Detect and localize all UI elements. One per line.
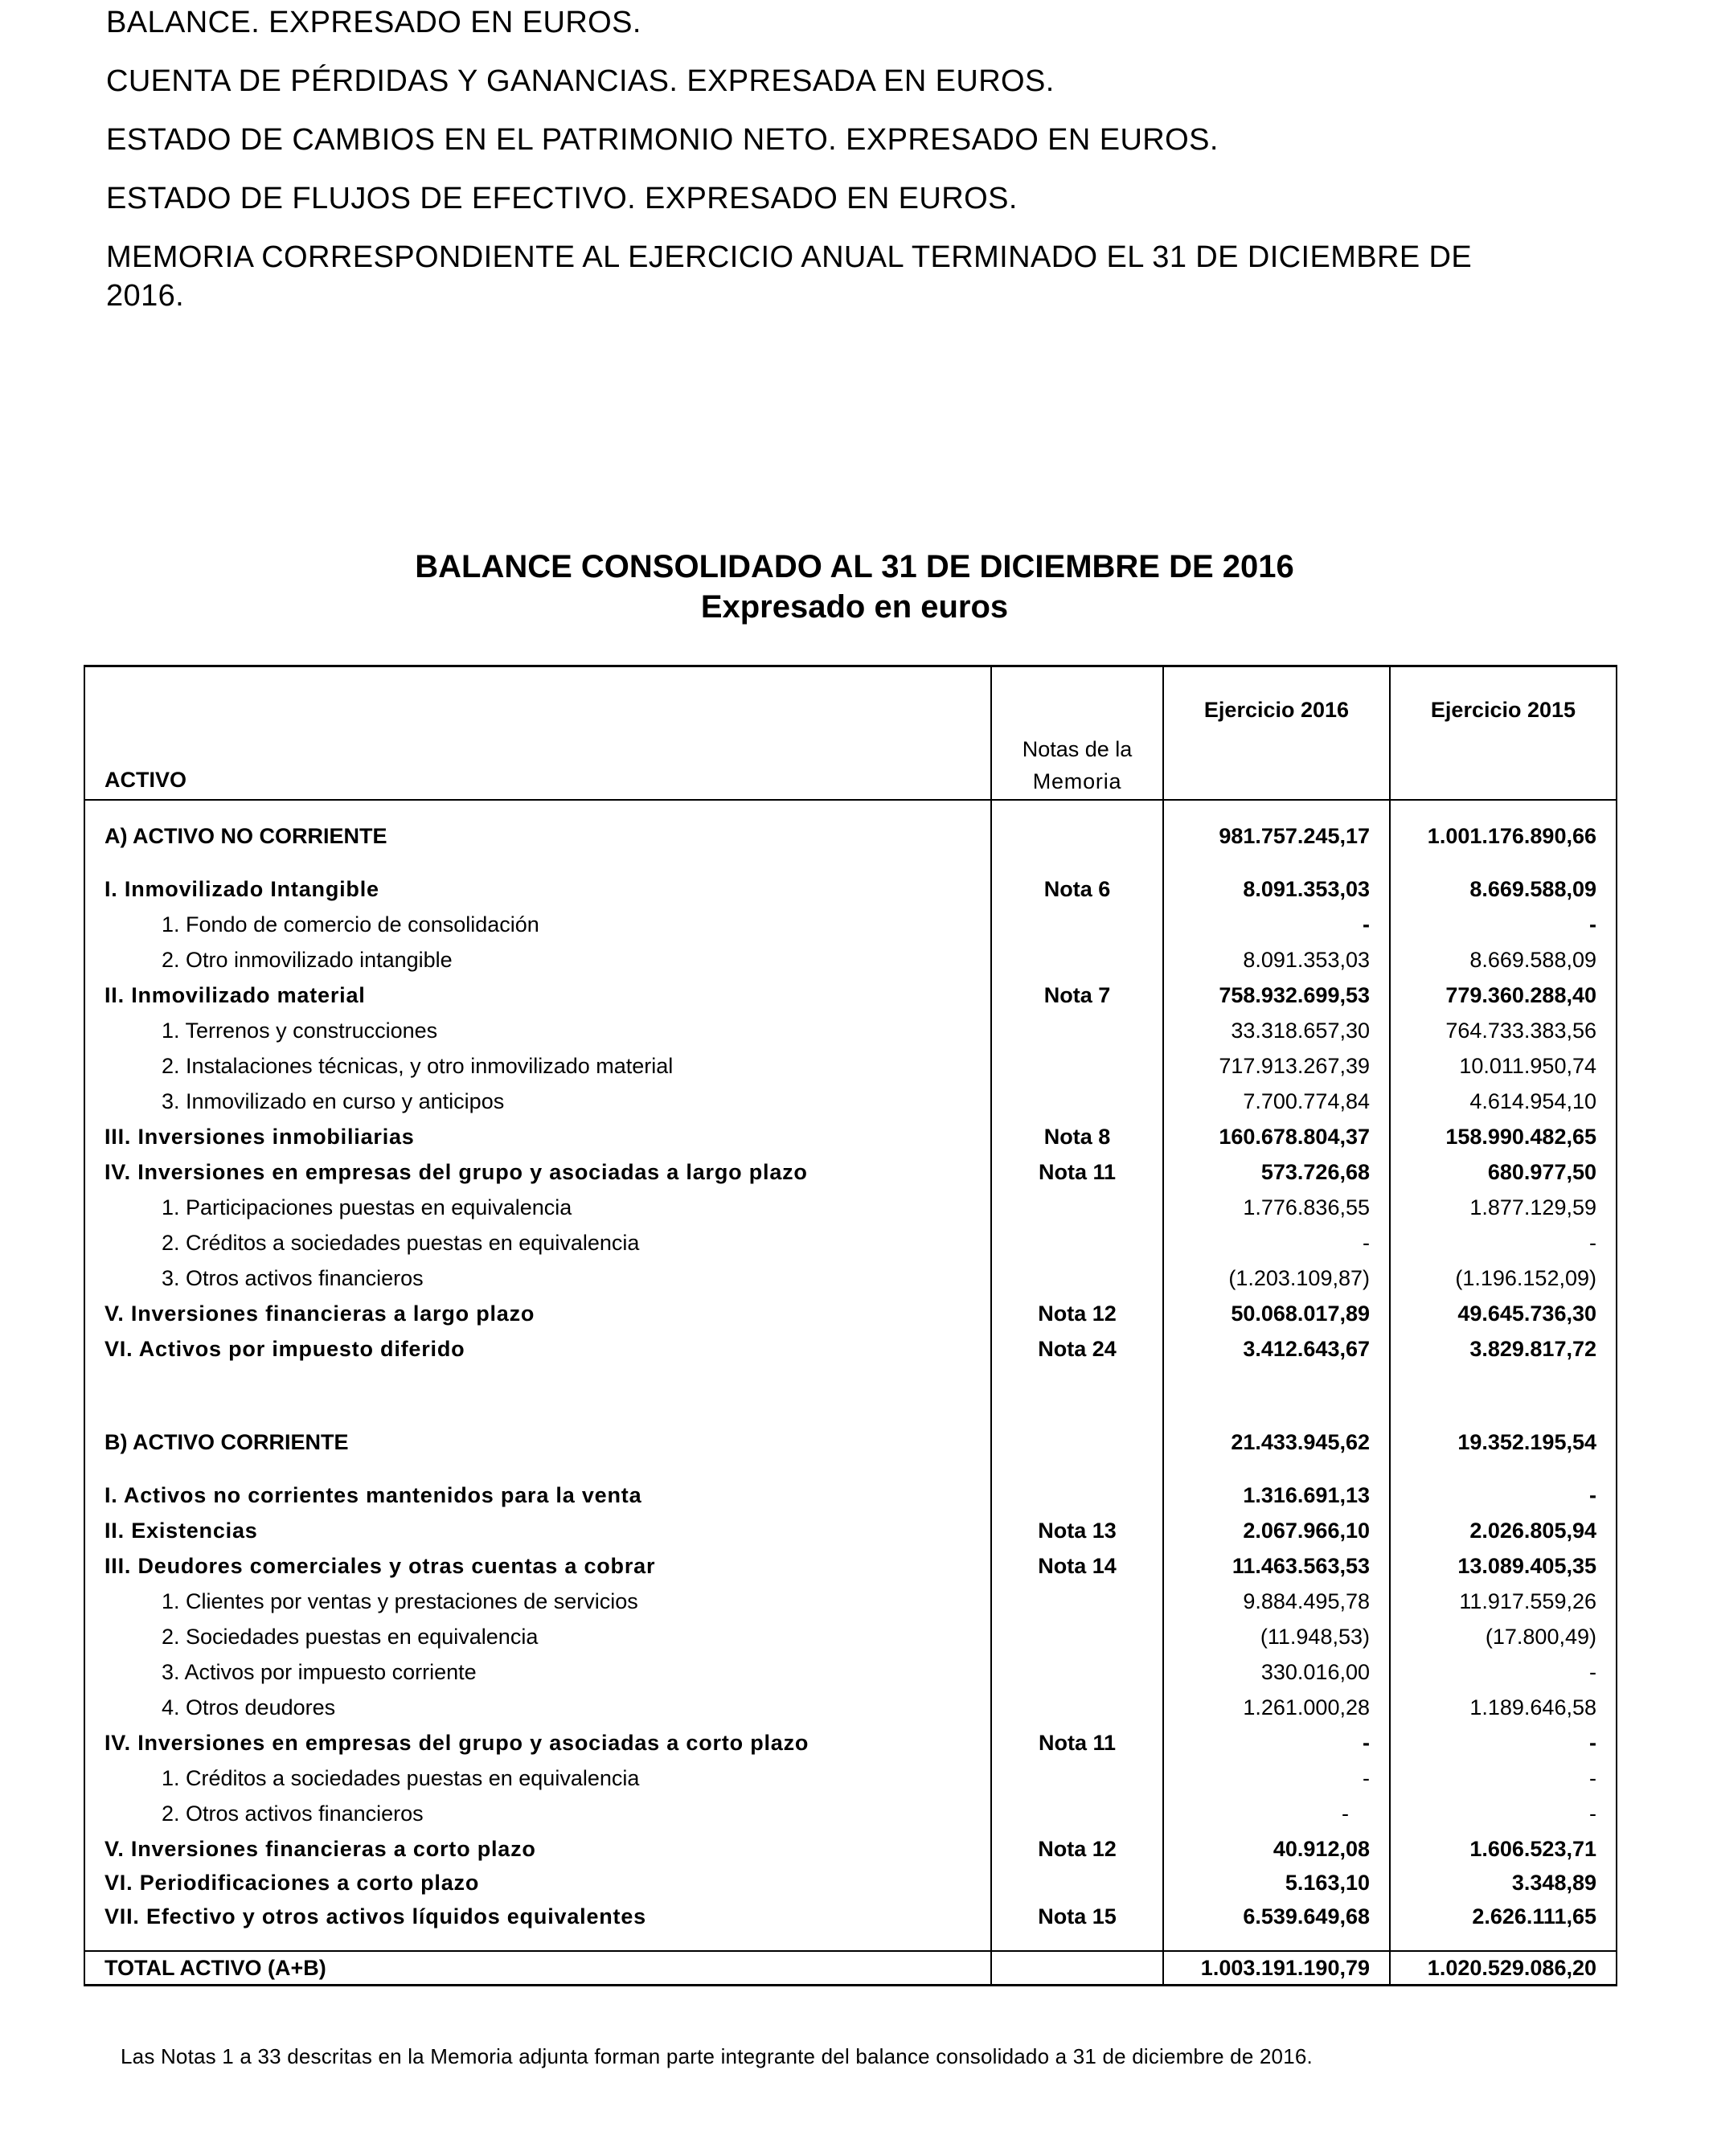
row-value-2016: 981.757.245,17 bbox=[1163, 818, 1390, 854]
row-value-2015: 680.977,50 bbox=[1390, 1154, 1617, 1190]
row-nota: Nota 13 bbox=[991, 1513, 1163, 1548]
footnote: Las Notas 1 a 33 descritas en la Memoria adjunta forman parte integrante del balance consolidado a 31 de diciembre de 2016. bbox=[121, 2044, 1313, 2068]
total-value-2015: 1.020.529.086,20 bbox=[1390, 1951, 1617, 1986]
row-label: 1. Terrenos y construcciones bbox=[84, 1013, 991, 1048]
row-label: A) ACTIVO NO CORRIENTE bbox=[84, 818, 991, 854]
row-value-2016: 50.068.017,89 bbox=[1163, 1296, 1390, 1331]
row-value-2016: 8.091.353,03 bbox=[1163, 942, 1390, 978]
row-nota: Nota 14 bbox=[991, 1548, 1163, 1584]
document-contents-list bbox=[106, 3, 1633, 335]
row-nota bbox=[991, 1796, 1163, 1831]
row-label: 2. Otros activos financieros bbox=[84, 1796, 991, 1831]
row-label: 2. Otro inmovilizado intangible bbox=[84, 942, 991, 978]
row-value-2016: 9.884.495,78 bbox=[1163, 1584, 1390, 1619]
row-value-2015: 3.829.817,72 bbox=[1390, 1331, 1617, 1367]
table-row bbox=[84, 1084, 1617, 1119]
contents-line: ESTADO DE FLUJOS DE EFECTIVO. EXPRESADO EN EUROS. bbox=[106, 182, 1018, 215]
header-ejercicio-2016: Ejercicio 2016 bbox=[1163, 666, 1390, 801]
row-value-2015: 1.189.646,58 bbox=[1390, 1690, 1617, 1725]
row-value-2015: 158.990.482,65 bbox=[1390, 1119, 1617, 1154]
row-value-2015: 3.348,89 bbox=[1390, 1867, 1617, 1899]
table-row bbox=[84, 1513, 1617, 1548]
row-value-2015: 1.001.176.890,66 bbox=[1390, 818, 1617, 854]
row-value-2015: 11.917.559,26 bbox=[1390, 1584, 1617, 1619]
row-nota: Nota 11 bbox=[991, 1154, 1163, 1190]
total-nota bbox=[991, 1951, 1163, 1986]
table-row bbox=[84, 1654, 1617, 1690]
row-value-2016: 758.932.699,53 bbox=[1163, 978, 1390, 1013]
row-label: VI. Activos por impuesto diferido bbox=[84, 1331, 991, 1367]
row-label: V. Inversiones financieras a largo plazo bbox=[84, 1296, 991, 1331]
row-value-2016: 160.678.804,37 bbox=[1163, 1119, 1390, 1154]
row-nota bbox=[991, 942, 1163, 978]
row-value-2016: 33.318.657,30 bbox=[1163, 1013, 1390, 1048]
row-value-2015: - bbox=[1390, 1760, 1617, 1796]
table-header-row bbox=[84, 666, 1617, 801]
table-row bbox=[84, 1690, 1617, 1725]
table-row bbox=[84, 1584, 1617, 1619]
row-label: VII. Efectivo y otros activos líquidos equivalentes bbox=[84, 1899, 991, 1934]
table-row bbox=[84, 1154, 1617, 1190]
row-value-2016: 6.539.649,68 bbox=[1163, 1899, 1390, 1934]
row-label: IV. Inversiones en empresas del grupo y asociadas a largo plazo bbox=[84, 1154, 991, 1190]
table-row bbox=[84, 1725, 1617, 1760]
row-label: III. Deudores comerciales y otras cuentas a cobrar bbox=[84, 1548, 991, 1584]
table-row bbox=[84, 1548, 1617, 1584]
row-nota bbox=[991, 1619, 1163, 1654]
contents-line: ESTADO DE CAMBIOS EN EL PATRIMONIO NETO. EXPRESADO EN EUROS. bbox=[106, 123, 1219, 157]
row-value-2016: 1.776.836,55 bbox=[1163, 1190, 1390, 1225]
row-value-2016: 8.091.353,03 bbox=[1163, 871, 1390, 907]
row-value-2016: - bbox=[1163, 1225, 1390, 1260]
row-label: V. Inversiones financieras a corto plazo bbox=[84, 1831, 991, 1867]
row-nota bbox=[991, 1654, 1163, 1690]
header-activo: ACTIVO bbox=[84, 666, 991, 801]
row-value-2015: 4.614.954,10 bbox=[1390, 1084, 1617, 1119]
statement-title: BALANCE CONSOLIDADO AL 31 DE DICIEMBRE DE 2016 bbox=[415, 549, 1294, 584]
row-value-2016: - bbox=[1163, 907, 1390, 942]
row-label: II. Inmovilizado material bbox=[84, 978, 991, 1013]
row-nota: Nota 8 bbox=[991, 1119, 1163, 1154]
spacer-row bbox=[84, 800, 1617, 818]
row-value-2016: (11.948,53) bbox=[1163, 1619, 1390, 1654]
row-value-2015: 779.360.288,40 bbox=[1390, 978, 1617, 1013]
table-row bbox=[84, 1013, 1617, 1048]
row-label: VI. Periodificaciones a corto plazo bbox=[84, 1867, 991, 1899]
row-label: 1. Participaciones puestas en equivalencia bbox=[84, 1190, 991, 1225]
header-notas-line1: Notas de la bbox=[1022, 737, 1133, 761]
header-notas bbox=[991, 666, 1163, 801]
row-value-2015: (17.800,49) bbox=[1390, 1619, 1617, 1654]
row-label: I. Inmovilizado Intangible bbox=[84, 871, 991, 907]
table-row bbox=[84, 1190, 1617, 1225]
table-row bbox=[84, 1260, 1617, 1296]
table-row bbox=[84, 1048, 1617, 1084]
table-row bbox=[84, 1225, 1617, 1260]
table-row bbox=[84, 1760, 1617, 1796]
row-value-2015: 19.352.195,54 bbox=[1390, 1424, 1617, 1460]
row-value-2015: 1.606.523,71 bbox=[1390, 1831, 1617, 1867]
row-value-2015: 764.733.383,56 bbox=[1390, 1013, 1617, 1048]
statement-subtitle: Expresado en euros bbox=[700, 589, 1009, 625]
contents-line: BALANCE. EXPRESADO EN EUROS. bbox=[106, 6, 641, 39]
contents-line: CUENTA DE PÉRDIDAS Y GANANCIAS. EXPRESADA EN EUROS. bbox=[106, 64, 1055, 98]
row-value-2016: 11.463.563,53 bbox=[1163, 1548, 1390, 1584]
row-nota bbox=[991, 1424, 1163, 1460]
row-label: IV. Inversiones en empresas del grupo y asociadas a corto plazo bbox=[84, 1725, 991, 1760]
table-row bbox=[84, 1619, 1617, 1654]
contents-line: MEMORIA CORRESPONDIENTE AL EJERCICIO ANUAL TERMINADO EL 31 DE DICIEMBRE DE bbox=[106, 240, 1473, 274]
total-row bbox=[84, 1951, 1617, 1986]
row-value-2015: 10.011.950,74 bbox=[1390, 1048, 1617, 1084]
total-label: TOTAL ACTIVO (A+B) bbox=[84, 1951, 991, 1986]
row-nota bbox=[991, 1690, 1163, 1725]
total-value-2016: 1.003.191.190,79 bbox=[1163, 1951, 1390, 1986]
row-nota bbox=[991, 1084, 1163, 1119]
header-notas-line2: Memoria bbox=[1032, 769, 1122, 793]
row-nota bbox=[991, 818, 1163, 854]
row-nota bbox=[991, 1048, 1163, 1084]
row-value-2015: - bbox=[1390, 1225, 1617, 1260]
table-row bbox=[84, 818, 1617, 854]
row-nota: Nota 11 bbox=[991, 1725, 1163, 1760]
row-label: I. Activos no corrientes mantenidos para la venta bbox=[84, 1478, 991, 1513]
table-row bbox=[84, 871, 1617, 907]
row-value-2015: 8.669.588,09 bbox=[1390, 871, 1617, 907]
row-label: 1. Clientes por ventas y prestaciones de servicios bbox=[84, 1584, 991, 1619]
table-row bbox=[84, 942, 1617, 978]
row-value-2016: 1.261.000,28 bbox=[1163, 1690, 1390, 1725]
table-row bbox=[84, 1899, 1617, 1934]
row-label: 3. Inmovilizado en curso y anticipos bbox=[84, 1084, 991, 1119]
row-value-2015: 2.626.111,65 bbox=[1390, 1899, 1617, 1934]
row-label: 3. Otros activos financieros bbox=[84, 1260, 991, 1296]
spacer-row bbox=[84, 1460, 1617, 1478]
table-row bbox=[84, 1796, 1617, 1831]
table-row bbox=[84, 978, 1617, 1013]
spacer-row bbox=[84, 854, 1617, 871]
row-value-2015: - bbox=[1390, 1478, 1617, 1513]
row-value-2015: 1.877.129,59 bbox=[1390, 1190, 1617, 1225]
row-value-2016: 3.412.643,67 bbox=[1163, 1331, 1390, 1367]
row-label: III. Inversiones inmobiliarias bbox=[84, 1119, 991, 1154]
table-row bbox=[84, 1867, 1617, 1899]
row-nota: Nota 24 bbox=[991, 1331, 1163, 1367]
row-nota: Nota 15 bbox=[991, 1899, 1163, 1934]
row-label: 2. Sociedades puestas en equivalencia bbox=[84, 1619, 991, 1654]
row-nota: Nota 6 bbox=[991, 871, 1163, 907]
row-value-2015: 13.089.405,35 bbox=[1390, 1548, 1617, 1584]
row-nota bbox=[991, 1190, 1163, 1225]
row-nota: Nota 12 bbox=[991, 1296, 1163, 1331]
row-label: 2. Créditos a sociedades puestas en equivalencia bbox=[84, 1225, 991, 1260]
row-value-2015: 2.026.805,94 bbox=[1390, 1513, 1617, 1548]
row-value-2015: - bbox=[1390, 1725, 1617, 1760]
row-nota bbox=[991, 1260, 1163, 1296]
table-row bbox=[84, 1424, 1617, 1460]
row-value-2016: - bbox=[1163, 1760, 1390, 1796]
row-value-2016: 717.913.267,39 bbox=[1163, 1048, 1390, 1084]
spacer-row bbox=[84, 1367, 1617, 1424]
row-value-2016: 2.067.966,10 bbox=[1163, 1513, 1390, 1548]
row-nota bbox=[991, 1584, 1163, 1619]
row-label: II. Existencias bbox=[84, 1513, 991, 1548]
row-nota: Nota 7 bbox=[991, 978, 1163, 1013]
row-nota bbox=[991, 1760, 1163, 1796]
row-label: 2. Instalaciones técnicas, y otro inmovilizado material bbox=[84, 1048, 991, 1084]
spacer-row bbox=[84, 1934, 1617, 1951]
balance-sheet-table bbox=[84, 665, 1617, 1986]
row-nota bbox=[991, 1478, 1163, 1513]
row-value-2016: 330.016,00 bbox=[1163, 1654, 1390, 1690]
row-value-2016: 1.316.691,13 bbox=[1163, 1478, 1390, 1513]
row-value-2016: 5.163,10 bbox=[1163, 1867, 1390, 1899]
row-value-2016: 40.912,08 bbox=[1163, 1831, 1390, 1867]
row-value-2016: 573.726,68 bbox=[1163, 1154, 1390, 1190]
table-row bbox=[84, 1296, 1617, 1331]
row-value-2015: 8.669.588,09 bbox=[1390, 942, 1617, 978]
row-label: 1. Créditos a sociedades puestas en equivalencia bbox=[84, 1760, 991, 1796]
table-row bbox=[84, 907, 1617, 942]
table-row bbox=[84, 1331, 1617, 1367]
row-value-2016: 21.433.945,62 bbox=[1163, 1424, 1390, 1460]
header-ejercicio-2015: Ejercicio 2015 bbox=[1390, 666, 1617, 801]
table-row bbox=[84, 1831, 1617, 1867]
row-label: 3. Activos por impuesto corriente bbox=[84, 1654, 991, 1690]
row-value-2015: - bbox=[1390, 1654, 1617, 1690]
statement-title-block bbox=[0, 547, 1709, 627]
row-value-2016: 7.700.774,84 bbox=[1163, 1084, 1390, 1119]
contents-line: 2016. bbox=[106, 279, 185, 313]
row-value-2015: - bbox=[1390, 907, 1617, 942]
row-value-2016: - bbox=[1163, 1725, 1390, 1760]
row-label: 4. Otros deudores bbox=[84, 1690, 991, 1725]
row-nota: Nota 12 bbox=[991, 1831, 1163, 1867]
row-value-2015: 49.645.736,30 bbox=[1390, 1296, 1617, 1331]
row-nota bbox=[991, 1867, 1163, 1899]
row-label: B) ACTIVO CORRIENTE bbox=[84, 1424, 991, 1460]
row-value-2015: - bbox=[1390, 1796, 1617, 1831]
row-value-2016: - bbox=[1163, 1796, 1390, 1831]
row-nota bbox=[991, 1013, 1163, 1048]
row-value-2015: (1.196.152,09) bbox=[1390, 1260, 1617, 1296]
row-nota bbox=[991, 907, 1163, 942]
table-row bbox=[84, 1478, 1617, 1513]
row-nota bbox=[991, 1225, 1163, 1260]
table-row bbox=[84, 1119, 1617, 1154]
row-value-2016: (1.203.109,87) bbox=[1163, 1260, 1390, 1296]
row-label: 1. Fondo de comercio de consolidación bbox=[84, 907, 991, 942]
